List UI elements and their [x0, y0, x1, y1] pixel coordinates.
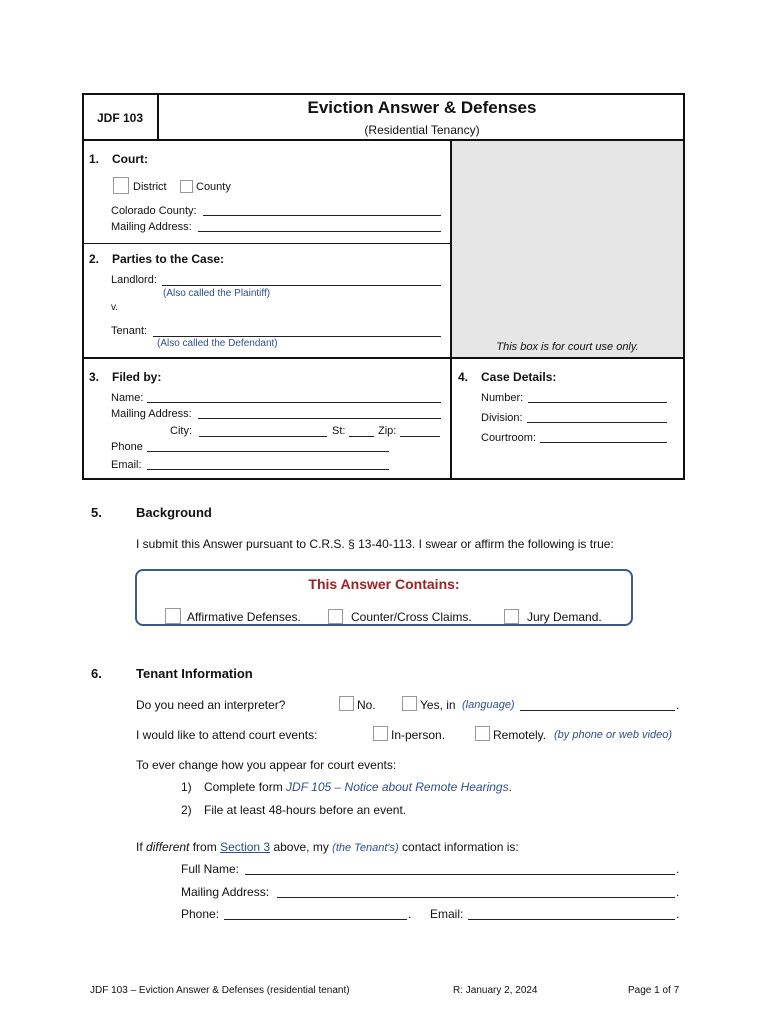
tenant-mailing-line[interactable]: [277, 897, 675, 898]
district-checkbox[interactable]: [113, 177, 129, 194]
counter-claims-checkbox[interactable]: [328, 609, 343, 624]
form-code: JDF 103: [97, 111, 144, 125]
interpreter-question: Do you need an interpreter?: [136, 698, 286, 712]
tenant-phone-line[interactable]: [224, 919, 407, 920]
tenant-label: Tenant:: [111, 325, 148, 337]
grid-vertical-divider: [450, 141, 452, 480]
case-number-line[interactable]: [528, 402, 667, 403]
tenant-email-label: Email:: [430, 907, 464, 921]
tenant-mailing-label: Mailing Address:: [181, 885, 270, 899]
in-person-checkbox[interactable]: [373, 726, 388, 741]
if-word: If: [136, 840, 143, 854]
filer-zip-label: Zip:: [378, 425, 397, 437]
language-period: .: [676, 698, 680, 712]
parties-number: 2.: [89, 252, 100, 266]
interpreter-no-checkbox[interactable]: [339, 696, 354, 711]
county-checkbox[interactable]: [180, 180, 193, 193]
parties-heading: Parties to the Case:: [112, 252, 225, 266]
filed-by-heading: Filed by:: [112, 370, 162, 384]
tenant-mailing-period: .: [676, 885, 680, 899]
division-label: Division:: [481, 412, 523, 424]
affirmative-defenses-label: Affirmative Defenses.: [187, 610, 301, 624]
court-use-note: This box is for court use only.: [496, 341, 639, 353]
colorado-county-line[interactable]: [203, 215, 441, 216]
background-text: I submit this Answer pursuant to C.R.S. § 13-40-113. I swear or affirm the following is true:: [136, 537, 614, 551]
remotely-checkbox[interactable]: [475, 726, 490, 741]
step-1-label: Complete form: [204, 780, 283, 794]
above-word: above, my: [273, 840, 329, 854]
filer-phone-label: Phone: [111, 441, 143, 453]
tenant-email-period: .: [676, 907, 680, 921]
landlord-note: (Also called the Plaintiff): [163, 288, 271, 299]
division-line[interactable]: [527, 422, 667, 423]
filer-phone-line[interactable]: [147, 451, 389, 452]
jury-demand-checkbox[interactable]: [504, 609, 519, 624]
case-number: 4.: [458, 370, 469, 384]
filer-mailing-label: Mailing Address:: [111, 408, 192, 420]
court-number: 1.: [89, 152, 100, 166]
tenant-info-number: 6.: [91, 666, 102, 681]
landlord-label: Landlord:: [111, 274, 157, 286]
full-name-label: Full Name:: [181, 862, 240, 876]
tenant-phone-label: Phone:: [181, 907, 220, 921]
footer-right: Page 1 of 7: [628, 985, 680, 996]
tenant-email-line[interactable]: [468, 919, 675, 920]
district-label: District: [133, 181, 167, 193]
filer-email-line[interactable]: [147, 469, 389, 470]
grid-divider-court-parties: [82, 243, 451, 244]
full-name-period: .: [676, 862, 680, 876]
filer-zip-line[interactable]: [400, 436, 440, 437]
interpreter-no-label: No.: [357, 698, 376, 712]
form-subtitle: (Residential Tenancy): [364, 123, 480, 137]
footer-left: JDF 103 – Eviction Answer & Defenses (residential tenant): [90, 985, 350, 996]
step-1-text: [204, 780, 512, 794]
change-intro: To ever change how you appear for court events:: [136, 758, 397, 772]
step-1-period: .: [508, 780, 512, 794]
interpreter-yes-label: Yes, in: [420, 698, 456, 712]
versus: v.: [111, 302, 119, 313]
court-use-box: [452, 141, 683, 358]
tenant-line[interactable]: [153, 336, 441, 337]
counter-claims-label: Counter/Cross Claims.: [351, 610, 472, 624]
jdf-105-link[interactable]: JDF 105 – Notice about Remote Hearings: [286, 780, 509, 794]
filer-name-line[interactable]: [147, 402, 441, 403]
different-word: different: [146, 840, 190, 854]
filer-st-line[interactable]: [349, 436, 374, 437]
filer-city-line[interactable]: [199, 436, 327, 437]
different-contact-intro: [136, 840, 519, 854]
background-number: 5.: [91, 505, 102, 520]
jury-demand-label: Jury Demand.: [527, 610, 602, 624]
full-name-line[interactable]: [245, 874, 675, 875]
tenant-info-heading: Tenant Information: [136, 666, 253, 681]
case-number-label: Number:: [481, 392, 524, 404]
court-mailing-line[interactable]: [198, 231, 441, 232]
filer-mailing-line[interactable]: [198, 418, 441, 419]
remote-note: (by phone or web video): [554, 729, 673, 741]
section-3-link[interactable]: Section 3: [220, 840, 271, 854]
form-title: Eviction Answer & Defenses: [307, 98, 537, 117]
courtroom-line[interactable]: [540, 442, 667, 443]
colorado-county-label: Colorado County:: [111, 205, 197, 217]
in-person-label: In-person.: [391, 728, 446, 742]
case-heading: Case Details:: [481, 370, 557, 384]
filed-by-number: 3.: [89, 370, 100, 384]
attend-question: I would like to attend court events:: [136, 728, 318, 742]
landlord-line[interactable]: [162, 285, 441, 286]
courtroom-label: Courtroom:: [481, 432, 537, 444]
tenant-phone-period: .: [408, 907, 412, 921]
court-mailing-label: Mailing Address:: [111, 221, 192, 233]
grid-divider-middle: [82, 357, 685, 359]
contact-word: contact information is:: [402, 840, 519, 854]
tenant-note: (Also called the Defendant): [157, 338, 278, 349]
filer-city-label: City:: [170, 425, 192, 437]
filer-st-label: St:: [332, 425, 346, 437]
interpreter-yes-checkbox[interactable]: [402, 696, 417, 711]
background-heading: Background: [136, 505, 212, 520]
remotely-label: Remotely.: [493, 728, 547, 742]
step-2-number: 2): [181, 803, 192, 817]
county-label: County: [196, 181, 231, 193]
language-line[interactable]: [520, 710, 675, 711]
filer-email-label: Email:: [111, 459, 142, 471]
language-note: (language): [462, 699, 515, 711]
affirmative-defenses-checkbox[interactable]: [165, 608, 181, 624]
filer-name-label: Name:: [111, 392, 144, 404]
court-heading: Court:: [112, 152, 148, 166]
from-word: from: [192, 840, 217, 854]
the-tenants-note: (the Tenant's): [332, 842, 399, 854]
step-1-number: 1): [181, 780, 192, 794]
footer-center: R: January 2, 2024: [453, 985, 538, 996]
answer-contains-title: This Answer Contains:: [308, 576, 460, 592]
step-2-text: File at least 48-hours before an event.: [204, 803, 407, 817]
